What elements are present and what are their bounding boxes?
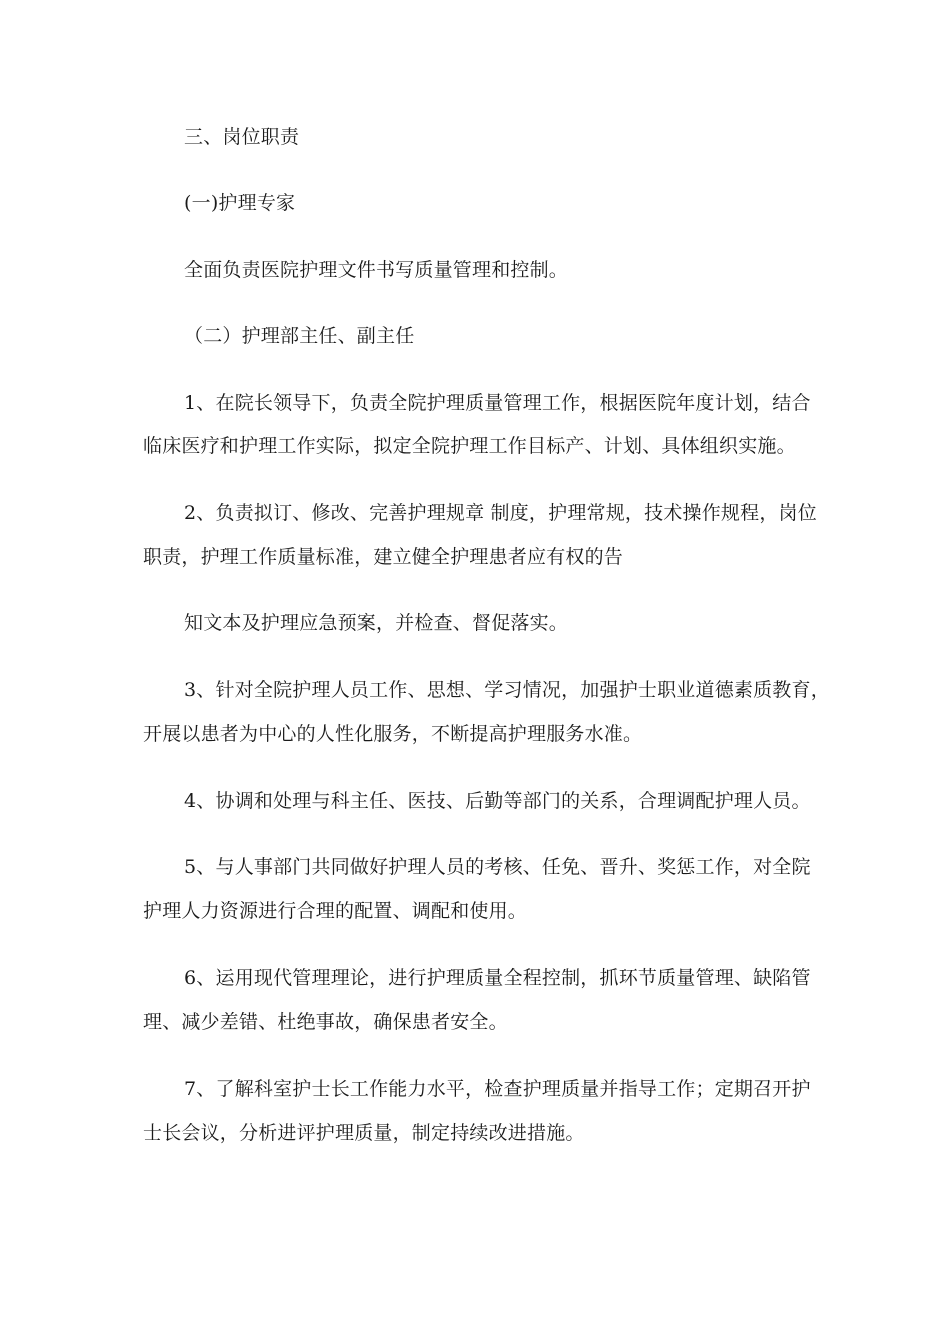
item-4-line-1: 4、协调和处理与科主任、医技、后勤等部门的关系，合理调配护理人员。 — [184, 790, 811, 812]
item-2-line-2: 职责，护理工作质量标准，建立健全护理患者应有权的告 — [143, 546, 624, 568]
item-7-line-1: 7、了解科室护士长工作能力水平，检查护理质量并指导工作；定期召开护 — [184, 1078, 811, 1100]
section-heading: 三、岗位职责 — [184, 126, 300, 148]
item-7-line-2: 士长会议，分析进评护理质量，制定持续改进措施。 — [143, 1122, 585, 1144]
item-2-line-3: 知文本及护理应急预案，并检查、督促落实。 — [184, 612, 569, 634]
expert-duty-paragraph: 全面负责医院护理文件书写质量管理和控制。 — [184, 259, 569, 281]
item-3-line-1: 3、针对全院护理人员工作、思想、学习情况，加强护士职业道德素质教育， — [184, 679, 830, 701]
item-5-line-2: 护理人力资源进行合理的配置、调配和使用。 — [143, 900, 528, 922]
item-1-line-2: 临床医疗和护理工作实际，拟定全院护理工作目标产、计划、具体组织实施。 — [143, 435, 796, 457]
item-6-line-1: 6、运用现代管理理论，进行护理质量全程控制，抓环节质量管理、缺陷管 — [184, 967, 811, 989]
item-1-line-1: 1、在院长领导下，负责全院护理质量管理工作，根据医院年度计划，结合 — [184, 392, 811, 414]
sub-heading-director: （二）护理部主任、副主任 — [184, 325, 415, 347]
item-3-line-2: 开展以患者为中心的人性化服务，不断提高护理服务水准。 — [143, 723, 643, 745]
item-2-line-1: 2、负责拟订、修改、完善护理规章 制度，护理常规，技术操作规程，岗位 — [184, 502, 817, 524]
item-6-line-2: 理、减少差错、杜绝事故，确保患者安全。 — [143, 1011, 508, 1033]
item-5-line-1: 5、与人事部门共同做好护理人员的考核、任免、晋升、奖惩工作，对全院 — [184, 856, 811, 878]
sub-heading-expert: (一)护理专家 — [184, 192, 296, 214]
